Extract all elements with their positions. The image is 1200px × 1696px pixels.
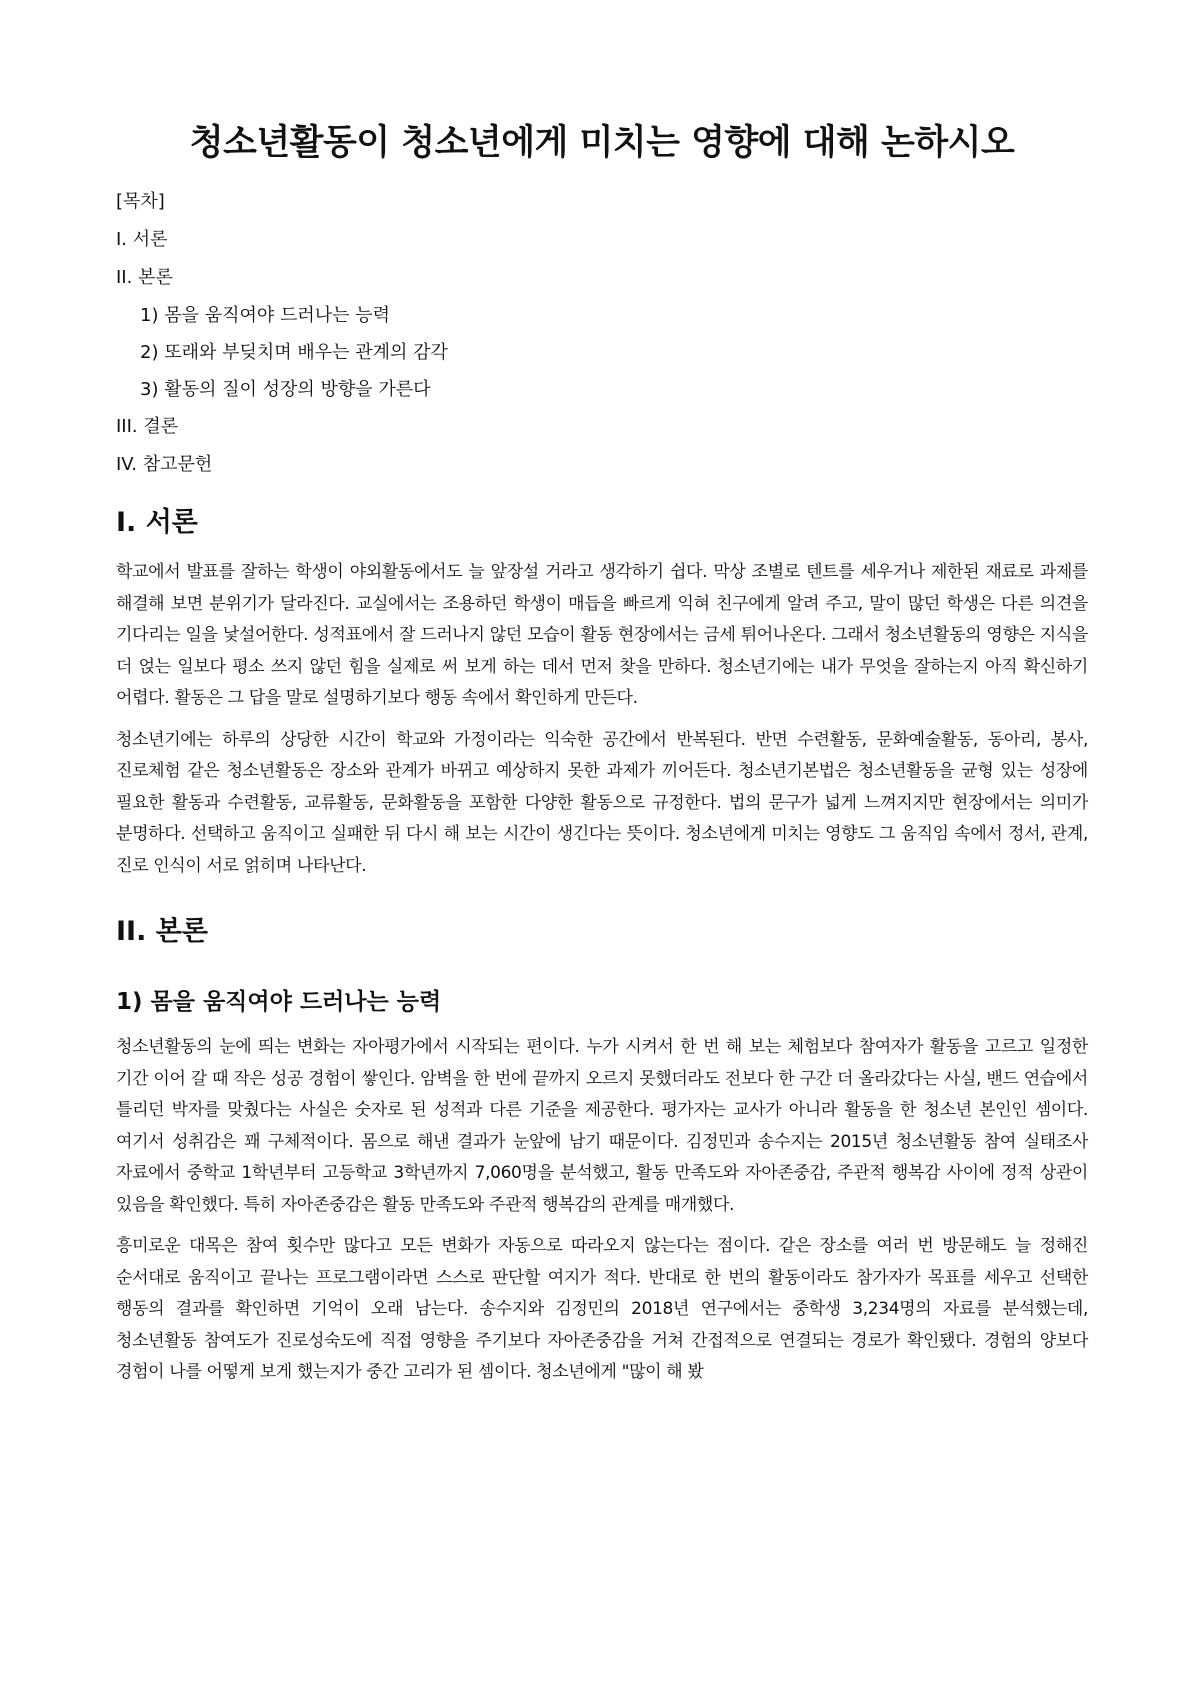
document-title: 청소년활동이 청소년에게 미치는 영향에 대해 논하시오 <box>189 123 1015 163</box>
section-body <box>116 914 1088 1389</box>
spacer <box>116 892 1088 914</box>
toc-item-conclusion: III. 결론 <box>116 416 179 437</box>
section-heading-body: II. 본론 <box>116 916 208 947</box>
toc-item-body-2: 2) 또래와 부딪치며 배우는 관계의 감각 <box>140 342 448 363</box>
section-heading-intro: I. 서론 <box>116 507 198 538</box>
toc-item-body-1: 1) 몸을 움직여야 드러나는 능력 <box>140 305 391 326</box>
intro-paragraph-2: 청소년기에는 하루의 상당한 시간이 학교와 가정이라는 익숙한 공간에서 반복된다. 반면 수련활동, 문화예술활동, 동아리, 봉사, 진로체험 같은 청소년활동은 장소와 관계가 바뀌고 예상하지 못한 과제가 끼어든다. 청소년기본법은 청소년활동을 균형 있는 성장에 필요한 활동과 수련활동, 교류활동, 문화활동을 포함한 다양한 활동으로 규정한다. 법의 문구가 넓게 느껴지지만 현장에서는 의미가 분명하다. 선택하고 움직이고 실패한 뒤 다시 해 보는 시간이 생긴다는 뜻이다. 청소년에게 미치는 영향도 그 움직임 속에서 정서, 관계, 진로 인식이 서로 얽히며 나타난다. <box>116 729 1088 876</box>
section-intro <box>116 505 1088 882</box>
toc-item-body-3: 3) 활동의 질이 성장의 방향을 가른다 <box>140 379 431 400</box>
toc-item-references: IV. 참고문헌 <box>116 454 213 475</box>
body-1-paragraph-1: 청소년활동의 눈에 띄는 변화는 자아평가에서 시작되는 편이다. 누가 시켜서 한 번 해 보는 체험보다 참여자가 활동을 고르고 일정한 기간 이어 갈 때 작은 성공 경험이 쌓인다. 암벽을 한 번에 끝까지 오르지 못했더라도 전보다 한 구간 더 올라갔다는 사실, 밴드 연습에서 틀리던 박자를 맞췄다는 사실은 숫자로 된 성적과 다른 기준을 제공한다. 평가자는 교사가 아니라 활동을 한 청소년 본인인 셈이다. 여기서 성취감은 꽤 구체적이다. 몸으로 해낸 결과가 눈앞에 남기 때문이다. 김정민과 송수지는 2015년 청소년활동 참여 실태조사 자료에서 중학교 1학년부터 고등학교 3학년까지 7,060명을 분석했고, 활동 만족도와 자아존중감, 주관적 행복감 사이에 정적 상관이 있음을 확인했다. 특히 자아존중감은 활동 만족도와 주관적 행복감의 관계를 매개했다. <box>116 1037 1088 1215</box>
table-of-contents <box>116 190 1088 477</box>
spacer <box>116 966 1088 986</box>
intro-paragraph-1: 학교에서 발표를 잘하는 학생이 야외활동에서도 늘 앞장설 거라고 생각하기 쉽다. 막상 조별로 텐트를 세우거나 제한된 재료로 과제를 해결해 보면 분위기가 달라진다. 교실에서는 조용하던 학생이 매듭을 빠르게 익혀 친구에게 알려 주고, 말이 많던 학생은 다른 의견을 기다리는 일을 낯설어한다. 성적표에서 잘 드러나지 않던 모습이 활동 현장에서는 금세 튀어나온다. 그래서 청소년활동의 영향은 지식을 더 얹는 일보다 평소 쓰지 않던 힘을 실제로 써 보게 하는 데서 먼저 찾을 만하다. 청소년기에는 내가 무엇을 잘하는지 아직 확신하기 어렵다. 활동은 그 답을 말로 설명하기보다 행동 속에서 확인하게 만든다. <box>116 562 1088 708</box>
body-1-paragraph-2: 흥미로운 대목은 참여 횟수만 많다고 모든 변화가 자동으로 따라오지 않는다는 점이다. 같은 장소를 여러 번 방문해도 늘 정해진 순서대로 움직이고 끝나는 프로그램이라면 스스로 판단할 여지가 적다. 반대로 한 번의 활동이라도 참가자가 목표를 세우고 선택한 행동의 결과를 확인하면 기억이 오래 남는다. 송수지와 김정민의 2018년 연구에서는 중학생 3,234명의 자료를 분석했는데, 청소년활동 참여도가 진로성숙도에 직접 영향을 주기보다 자아존중감을 거쳐 간접적으로 연결되는 경로가 확인됐다. 경험의 양보다 경험이 나를 어떻게 보게 했는지가 중간 고리가 된 셈이다. 청소년에게 "많이 해 봤 <box>116 1236 1088 1382</box>
toc-heading: [목차] <box>116 191 165 212</box>
toc-item-body: II. 본론 <box>116 267 173 288</box>
subsection-heading-1: 1) 몸을 움직여야 드러나는 능력 <box>116 989 442 1015</box>
toc-item-intro: I. 서론 <box>116 229 168 250</box>
